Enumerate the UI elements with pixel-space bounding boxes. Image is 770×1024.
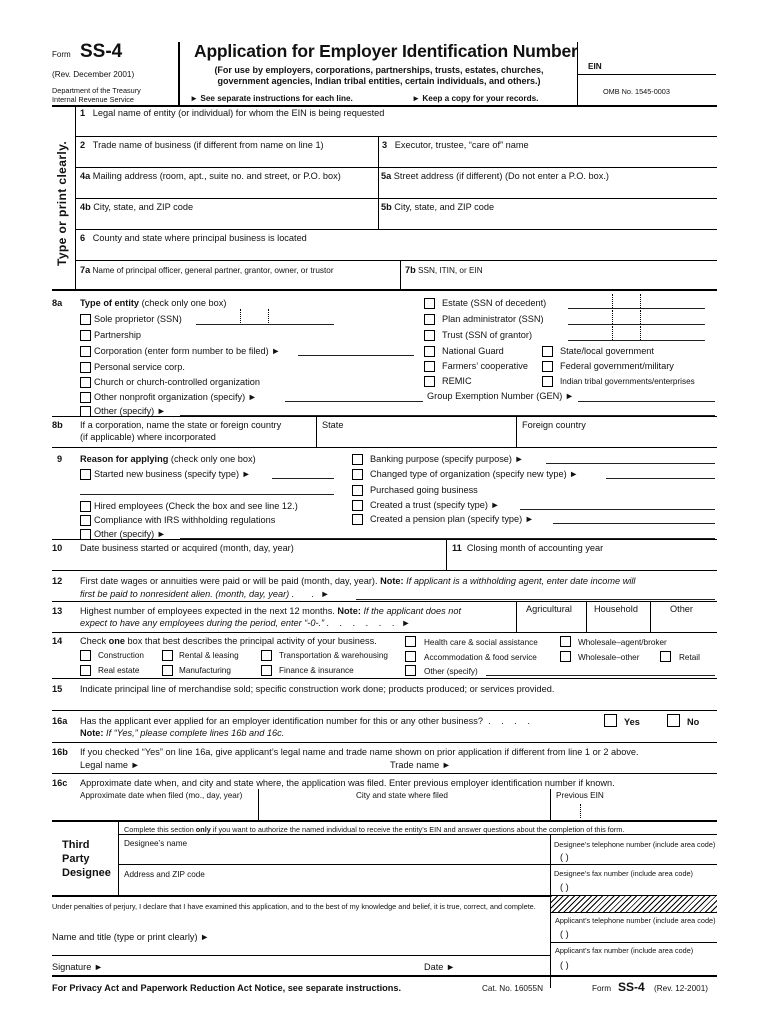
form-number: SS-4 <box>80 41 123 62</box>
trust-checkbox[interactable] <box>424 330 435 341</box>
no-label: No <box>687 717 700 727</box>
page-title: Application for Employer Identification Number <box>194 41 578 61</box>
partnership-label: Partnership <box>94 330 141 340</box>
shaded-area <box>551 896 717 912</box>
construction-label: Construction <box>98 651 144 660</box>
estate-checkbox[interactable] <box>424 298 435 309</box>
finance-insurance-label: Finance & insurance <box>279 666 354 675</box>
gen-label: Group Exemption Number (GEN) ► <box>427 391 574 401</box>
farmers-coop-checkbox[interactable] <box>424 361 435 372</box>
irs-compliance-label: Compliance with IRS withholding regulations <box>94 515 276 525</box>
rental-leasing-label: Rental & leasing <box>179 651 239 660</box>
previous-ein-label: Previous EIN <box>556 791 604 800</box>
construction-checkbox[interactable] <box>80 650 91 661</box>
line-9-num: 9 <box>57 454 63 464</box>
designee-fax-paren: ( ) <box>560 882 569 892</box>
irs-line: Internal Revenue Service <box>52 95 134 104</box>
federal-gov-label: Federal government/military <box>560 361 674 371</box>
form-word: Form <box>52 50 71 59</box>
line-1-label: 1 Legal name of entity (or individual) for whom the EIN is being requested <box>80 108 385 118</box>
line-16b-num: 16b <box>52 747 68 757</box>
indian-tribal-label: Indian tribal governments/enterprises <box>560 377 695 386</box>
applicant-phone-label: Applicant’s telephone number (include area code) <box>555 916 716 925</box>
real-estate-label: Real estate <box>98 666 140 675</box>
sole-proprietor-label: Sole proprietor (SSN) <box>94 314 182 324</box>
line-12-label: First date wages or annuities were paid or will be paid (month, day, year). Note: If applicant is a withholding agent, enter date income will <box>80 576 636 586</box>
line-9-label: Reason for applying (check only one box) <box>80 454 256 464</box>
wholesale-agent-label: Wholesale–agent/broker <box>578 638 667 647</box>
line-7a-label: 7a Name of principal officer, general partner, grantor, owner, or trustor <box>80 265 334 275</box>
remic-label: REMIC <box>442 376 472 386</box>
state-label: State <box>322 420 344 430</box>
church-label: Church or church-controlled organization <box>94 377 260 387</box>
signature-label: Signature ► <box>52 962 103 972</box>
wholesale-agent-checkbox[interactable] <box>560 636 571 647</box>
remic-checkbox[interactable] <box>424 376 435 387</box>
applicant-fax-paren: ( ) <box>560 960 569 970</box>
city-state-filed-label: City and state where filed <box>356 791 448 800</box>
designee-fax-label: Designee’s fax number (include area code) <box>554 869 693 878</box>
wholesale-other-checkbox[interactable] <box>560 651 571 662</box>
personal-service-corp-checkbox[interactable] <box>80 362 91 373</box>
trade-name-label: Trade name ► <box>390 760 451 770</box>
line-14-num: 14 <box>52 636 63 646</box>
estate-label: Estate (SSN of decedent) <box>442 298 547 308</box>
personal-service-corp-label: Personal service corp. <box>94 362 185 372</box>
banking-purpose-label: Banking purpose (specify purpose) ► <box>370 454 524 464</box>
plan-administrator-label: Plan administrator (SSN) <box>442 314 544 324</box>
sole-proprietor-checkbox[interactable] <box>80 314 91 325</box>
line-11-label: 11 Closing month of accounting year <box>452 543 604 553</box>
foreign-country-label: Foreign country <box>522 420 586 430</box>
form-subtitle: (For use by employers, corporations, partnerships, trusts, estates, churches, government agencies, Indian tribal entities, certain individuals, and others.) <box>214 65 544 86</box>
manufacturing-checkbox[interactable] <box>162 665 173 676</box>
church-checkbox[interactable] <box>80 377 91 388</box>
omb-number: OMB No. 1545-0003 <box>603 87 670 96</box>
other-entity-label: Other (specify) ► <box>94 406 166 416</box>
applicant-phone-paren: ( ) <box>560 929 569 939</box>
household-label: Household <box>594 604 638 614</box>
retail-checkbox[interactable] <box>660 651 671 662</box>
approx-date-label: Approximate date when filed (mo., day, year) <box>80 791 243 800</box>
changed-type-checkbox[interactable] <box>352 469 363 480</box>
transportation-checkbox[interactable] <box>261 650 272 661</box>
state-local-gov-checkbox[interactable] <box>542 346 553 357</box>
catalog-number: Cat. No. 16055N <box>482 984 543 993</box>
line-10-label: Date business started or acquired (month, day, year) <box>80 543 294 553</box>
line-8b-label-1: If a corporation, name the state or foreign country <box>80 420 282 430</box>
revision-date: (Rev. December 2001) <box>52 70 135 79</box>
line-3-label: 3 Executor, trustee, “care of” name <box>382 140 529 150</box>
changed-type-label: Changed type of organization (specify new type) ► <box>370 469 579 479</box>
other-nonprofit-label: Other nonprofit organization (specify) ► <box>94 392 257 402</box>
created-trust-checkbox[interactable] <box>352 500 363 511</box>
designee-name-label: Designee’s name <box>124 839 188 848</box>
other-activity-checkbox[interactable] <box>405 665 416 676</box>
other-employees-label: Other <box>670 604 693 614</box>
indian-tribal-checkbox[interactable] <box>542 376 553 387</box>
line-4a-label: 4a Mailing address (room, apt., suite no. and street, or P.O. box) <box>80 171 341 181</box>
health-care-checkbox[interactable] <box>405 636 416 647</box>
line-13-label: Highest number of employees expected in the next 12 months. Note: If the applicant does not <box>80 606 462 616</box>
national-guard-label: National Guard <box>442 346 504 356</box>
manufacturing-label: Manufacturing <box>179 666 231 675</box>
wholesale-other-label: Wholesale–other <box>578 653 640 662</box>
plan-administrator-checkbox[interactable] <box>424 314 435 325</box>
ein-label: EIN <box>588 62 602 71</box>
started-new-business-checkbox[interactable] <box>80 469 91 480</box>
line-4b-label: 4b City, state, and ZIP code <box>80 202 194 212</box>
perjury-statement: Under penalties of perjury, I declare that I have examined this application, and to the best of my knowledge and belief, it is true, correct, and complete. <box>52 902 536 911</box>
hired-employees-checkbox[interactable] <box>80 501 91 512</box>
health-care-label: Health care & social assistance <box>424 638 538 647</box>
line-5a-label: 5a Street address (if different) (Do not enter a P.O. box.) <box>381 171 609 181</box>
line-8b-label-2: (if applicable) where incorporated <box>80 432 216 442</box>
department-line: Department of the Treasury <box>52 86 141 95</box>
name-title-label: Name and title (type or print clearly) ► <box>52 932 210 942</box>
copy-note: ► Keep a copy for your records. <box>412 94 539 103</box>
finance-insurance-checkbox[interactable] <box>261 665 272 676</box>
line-5b-label: 5b City, state, and ZIP code <box>381 202 495 212</box>
line-14-label: Check one box that best describes the principal activity of your business. <box>80 636 377 646</box>
line-8a-label: Type of entity (check only one box) <box>80 298 227 308</box>
line-12-num: 12 <box>52 576 63 586</box>
partnership-checkbox[interactable] <box>80 330 91 341</box>
line-15-label: Indicate principal line of merchandise sold; specific construction work done; products produced; or services provided. <box>80 684 555 694</box>
purchased-business-checkbox[interactable] <box>352 485 363 496</box>
accommodation-checkbox[interactable] <box>405 651 416 662</box>
legal-name-label: Legal name ► <box>80 760 140 770</box>
retail-label: Retail <box>679 653 700 662</box>
yes-label: Yes <box>624 717 640 727</box>
line-12-label-2: first be paid to nonresident alien. (month, day, year) . . ► <box>80 589 330 599</box>
line-16c-label: Approximate date when, and city and state where, the application was filed. Enter previous employer identification number if known. <box>80 778 615 788</box>
yes-checkbox[interactable] <box>604 714 617 727</box>
line-16a-note: Note: If “Yes,” please complete lines 16b and 16c. <box>80 728 285 738</box>
pension-plan-checkbox[interactable] <box>352 514 363 525</box>
designee-phone-paren: ( ) <box>560 852 569 862</box>
footer-revision: (Rev. 12-2001) <box>654 984 709 993</box>
federal-gov-checkbox[interactable] <box>542 361 553 372</box>
line-15-num: 15 <box>52 684 63 694</box>
other-reason-label: Other (specify) ► <box>94 529 166 539</box>
line-8b-num: 8b <box>52 420 63 430</box>
line-10-num: 10 <box>52 543 63 553</box>
line-6-label: 6 County and state where principal business is located <box>80 233 307 243</box>
irs-compliance-checkbox[interactable] <box>80 515 91 526</box>
hired-employees-label: Hired employees (Check the box and see line 12.) <box>94 501 298 511</box>
banking-purpose-checkbox[interactable] <box>352 454 363 465</box>
line-7b-label: 7b SSN, ITIN, or EIN <box>405 265 483 275</box>
pension-plan-label: Created a pension plan (specify type) ► <box>370 514 534 524</box>
line-13-label-2: expect to have any employees during the period, enter “-0-.” . . . . . . ► <box>80 618 411 628</box>
created-trust-label: Created a trust (specify type) ► <box>370 500 500 510</box>
designee-address-label: Address and ZIP code <box>124 870 205 879</box>
line-16a-num: 16a <box>52 716 68 726</box>
designee-intro: Complete this section only if you want to authorize the named individual to receive the entity’s EIN and answer questions about the completion of this form. <box>124 825 625 834</box>
national-guard-checkbox[interactable] <box>424 346 435 357</box>
started-new-business-label: Started new business (specify type) ► <box>94 469 251 479</box>
line-16b-label: If you checked “Yes” on line 16a, give applicant’s legal name and trade name shown on prior application if different from line 1 or 2 above. <box>80 747 639 757</box>
line-16c-num: 16c <box>52 778 68 788</box>
transportation-label: Transportation & warehousing <box>279 651 388 660</box>
other-nonprofit-checkbox[interactable] <box>80 392 91 403</box>
line-13-num: 13 <box>52 606 63 616</box>
corporation-label: Corporation (enter form number to be filed) ► <box>94 346 281 356</box>
privacy-notice: For Privacy Act and Paperwork Reduction Act Notice, see separate instructions. <box>52 983 402 993</box>
instructions-note: ► See separate instructions for each line. <box>190 94 353 103</box>
footer-form-word: Form <box>592 984 612 993</box>
trust-label: Trust (SSN of grantor) <box>442 330 533 340</box>
rental-leasing-checkbox[interactable] <box>162 650 173 661</box>
state-local-gov-label: State/local government <box>560 346 654 356</box>
line-8a-num: 8a <box>52 298 63 308</box>
real-estate-checkbox[interactable] <box>80 665 91 676</box>
type-or-print-label: Type or print clearly. <box>55 140 69 266</box>
accommodation-label: Accommodation & food service <box>424 653 537 662</box>
agricultural-label: Agricultural <box>526 604 572 614</box>
no-checkbox[interactable] <box>667 714 680 727</box>
designee-phone-label: Designee’s telephone number (include area code) <box>554 840 716 849</box>
third-party-designee-title: Third Party Designee <box>62 839 111 879</box>
applicant-fax-label: Applicant’s fax number (include area code) <box>555 946 694 955</box>
footer-form-number: SS-4 <box>618 980 645 994</box>
farmers-coop-label: Farmers’ cooperative <box>442 361 528 371</box>
line-2-label: 2 Trade name of business (if different from name on line 1) <box>80 140 324 150</box>
line-16a-label: Has the applicant ever applied for an employer identification number for this or any other business? . . . . <box>80 716 534 726</box>
other-activity-label: Other (specify) <box>424 667 478 676</box>
date-label: Date ► <box>424 962 456 972</box>
corporation-checkbox[interactable] <box>80 346 91 357</box>
purchased-business-label: Purchased going business <box>370 485 478 495</box>
